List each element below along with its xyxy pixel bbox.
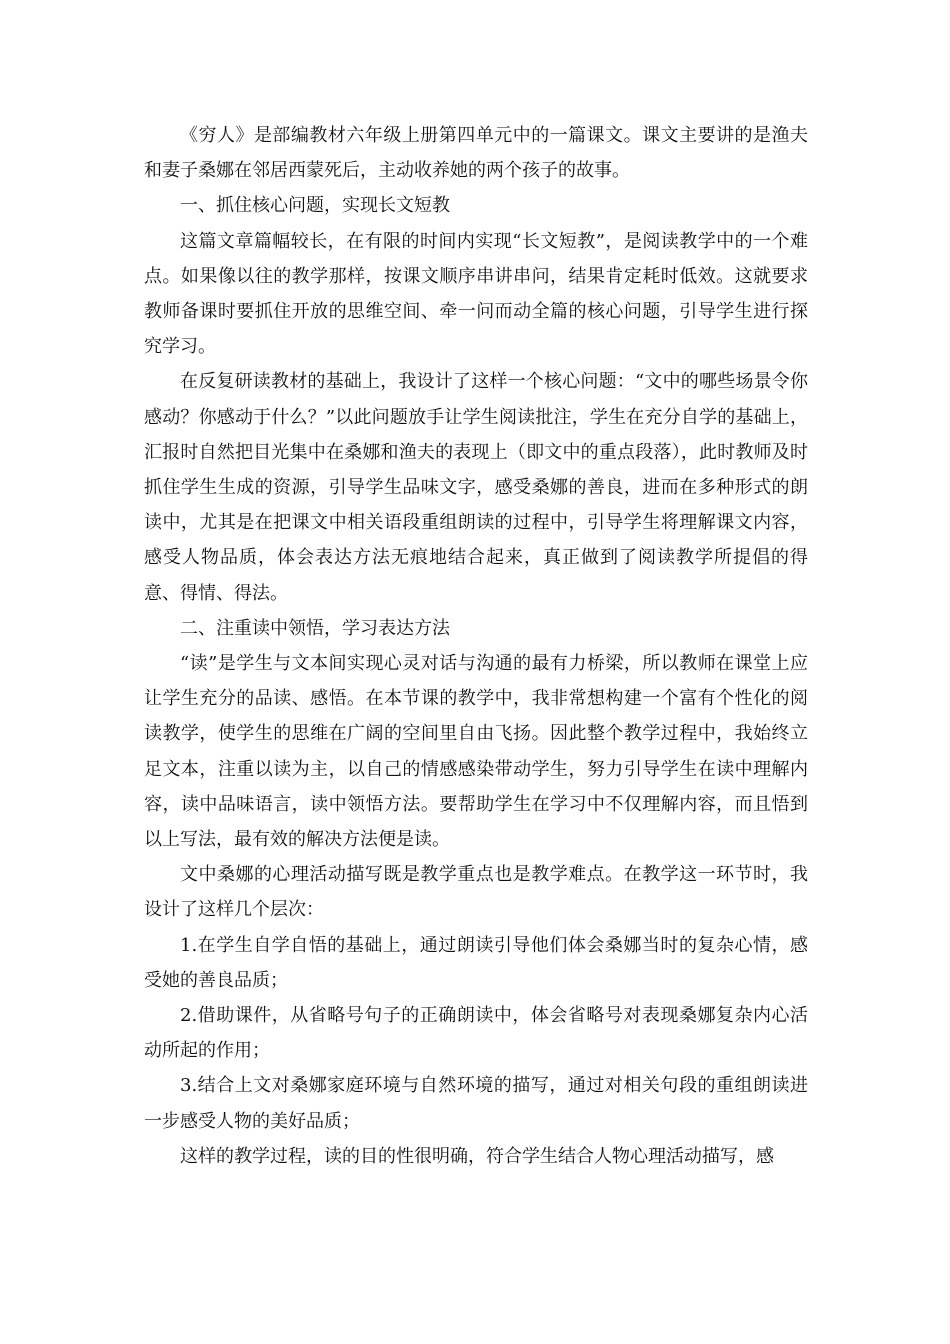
section-heading-2: 二、注重读中领悟，学习表达方法	[180, 617, 450, 639]
list-item-3: 3.结合上文对桑娜家庭环境与自然环境的描写，通过对相关句段的重组朗读进一步感受人物的美好品质；	[144, 1075, 808, 1132]
list-item-2: 2.借助课件，从省略号句子的正确朗读中，体会省略号对表现桑娜复杂内心活动所起的作用；	[144, 1005, 808, 1062]
body-paragraph: 在反复研读教材的基础上，我设计了这样一个核心问题：“文中的哪些场景令你感动？你感动于什么？”以此问题放手让学生阅读批注，学生在充分自学的基础上，汇报时自然把目光集中在桑娜和渔夫的表现上（即文中的重点段落），此时教师及时抓住学生生成的资源，引导学生品味文字，感受桑娜的善良，进而在多种形式的朗读中，尤其是在把课文中相关语段重组朗读的过程中，引导学生将理解课文内容，感受人物品质，体会表达方法无痕地结合起来，真正做到了阅读教学所提倡的得意、得情、得法。	[144, 371, 808, 604]
intro-paragraph: 《穷人》是部编教材六年级上册第四单元中的一篇课文。课文主要讲的是渔夫和妻子桑娜在邻居西蒙死后，主动收养她的两个孩子的故事。	[144, 125, 808, 182]
body-paragraph: 这样的教学过程，读的目的性很明确，符合学生结合人物心理活动描写，感	[180, 1145, 774, 1167]
list-item-1: 1.在学生自学自悟的基础上，通过朗读引导他们体会桑娜当时的复杂心情，感受她的善良品质；	[144, 934, 808, 991]
body-paragraph: “读”是学生与文本间实现心灵对话与沟通的最有力桥梁，所以教师在课堂上应让学生充分的品读、感悟。在本节课的教学中，我非常想构建一个富有个性化的阅读教学，使学生的思维在广阔的空间里自由飞扬。因此整个教学过程中，我始终立足文本，注重以读为主，以自己的情感感染带动学生，努力引导学生在读中理解内容，读中品味语言，读中领悟方法。要帮助学生在学习中不仅理解内容，而且悟到以上写法，最有效的解决方法便是读。	[144, 653, 808, 851]
body-paragraph: 这篇文章篇幅较长，在有限的时间内实现“长文短教”，是阅读教学中的一个难点。如果像以往的教学那样，按课文顺序串讲串问，结果肯定耗时低效。这就要求教师备课时要抓住开放的思维空间、牵一问而动全篇的核心问题，引导学生进行探究学习。	[144, 230, 808, 358]
document-body	[144, 118, 808, 1174]
section-heading-1: 一、抓住核心问题，实现长文短教	[180, 195, 450, 217]
body-paragraph: 文中桑娜的心理活动描写既是教学重点也是教学难点。在教学这一环节时，我设计了这样几个层次：	[144, 864, 808, 921]
